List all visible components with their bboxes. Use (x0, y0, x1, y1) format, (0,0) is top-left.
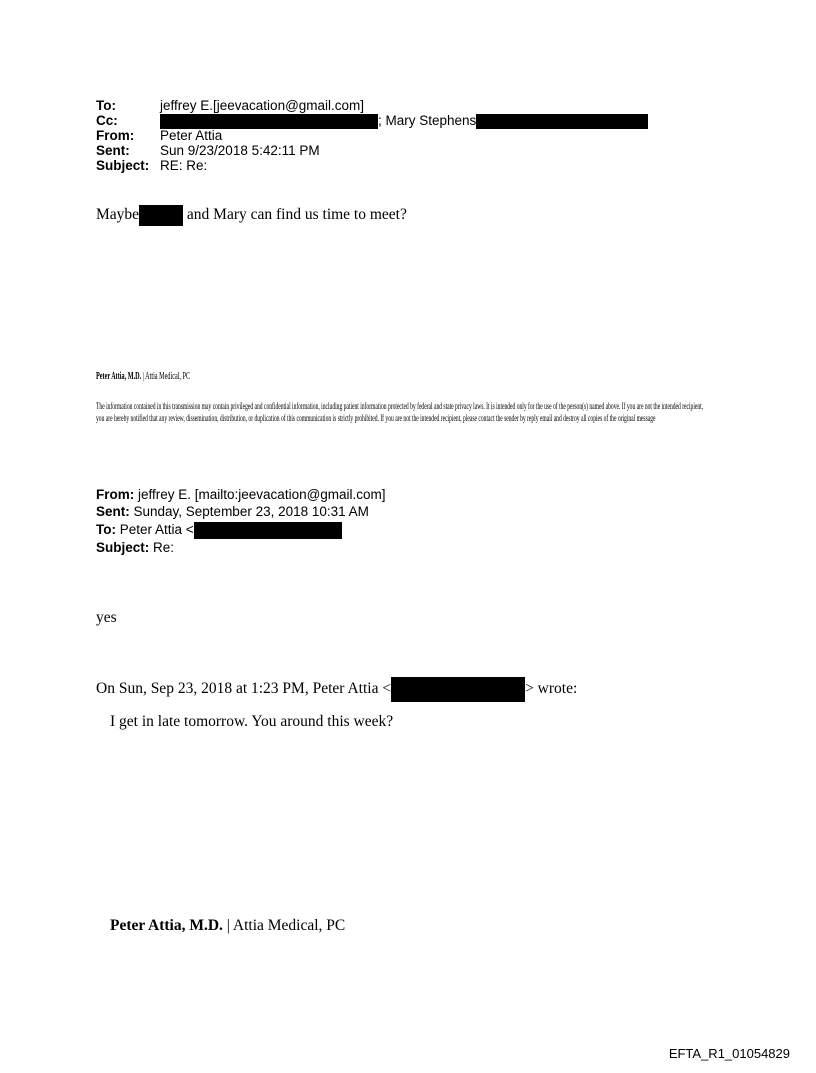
subject-label: Subject: (96, 158, 150, 173)
signature-org: Attia Medical, PC (145, 371, 191, 382)
cc-label: Cc: (96, 113, 118, 128)
signature-small (96, 371, 190, 382)
confidentiality-disclaimer: The information contained in this transmission may contain privileged and confidential information, including patient information protected by federal and state privacy laws. It is intended only for the use of the person(s) named above. If you are not the intended recipient, you are hereby notified that any review, dissemination, distribution, or duplication of this communication is strictly prohibited. If you are not the intended recipient, please contact the sender by reply email and destroy all copies of the original message (96, 401, 704, 423)
to-label: To: (96, 98, 116, 113)
message-body (96, 205, 407, 226)
forwarded-from-row (96, 486, 386, 503)
header-from-row (96, 128, 222, 143)
fwd-sent-label: Sent: (96, 504, 130, 519)
fwd-to-value: Peter Attia < (116, 522, 194, 537)
quoted-message: I get in late tomorrow. You around this week? (110, 713, 394, 730)
fwd-sent-value: Sunday, September 23, 2018 10:31 AM (129, 504, 369, 519)
signature-separator: | (222, 917, 233, 934)
fwd-from-label: From: (96, 487, 135, 502)
to-value: jeffrey E.[jeevacation@gmail.com] (160, 98, 365, 113)
fwd-to-label: To: (96, 522, 116, 537)
message-part1: Maybe (96, 206, 140, 224)
quoted-intro-part2: > wrote: (525, 680, 578, 698)
subject-value: RE: Re: (160, 158, 208, 173)
signature-name: Peter Attia, M.D. (96, 371, 142, 382)
sent-label: Sent: (96, 143, 130, 158)
header-cc-row (96, 113, 648, 129)
forwarded-sent-row (96, 503, 369, 520)
sent-value: Sun 9/23/2018 5:42:11 PM (160, 143, 320, 158)
reply-text: yes (96, 609, 117, 626)
forwarded-subject-row (96, 539, 174, 556)
message-part2: and Mary can find us time to meet? (186, 206, 407, 224)
redaction-box (476, 114, 648, 129)
signature-separator: | (141, 371, 146, 382)
signature-org: Attia Medical, PC (232, 917, 346, 934)
redaction-box (391, 677, 525, 702)
quoted-intro-part1: On Sun, Sep 23, 2018 at 1:23 PM, Peter Attia < (96, 680, 392, 698)
redaction-box (139, 205, 183, 226)
document-id-footer: EFTA_R1_01054829 (668, 1046, 790, 1061)
forwarded-to-row (96, 521, 342, 539)
from-label: From: (96, 128, 135, 143)
header-sent-row (96, 143, 320, 158)
signature-large (110, 917, 345, 935)
cc-value: ; Mary Stephens (378, 113, 477, 128)
fwd-subject-value: Re: (149, 540, 175, 555)
fwd-from-value: jeffrey E. [mailto:jeevacation@gmail.com] (134, 487, 386, 502)
header-to-row (96, 98, 364, 113)
fwd-subject-label: Subject: (96, 540, 150, 555)
redaction-box (160, 114, 378, 129)
from-value: Peter Attia (160, 128, 223, 143)
redaction-box (194, 522, 342, 539)
signature-name: Peter Attia, M.D. (110, 917, 223, 934)
quoted-intro (96, 677, 577, 702)
header-subject-row (96, 158, 207, 173)
